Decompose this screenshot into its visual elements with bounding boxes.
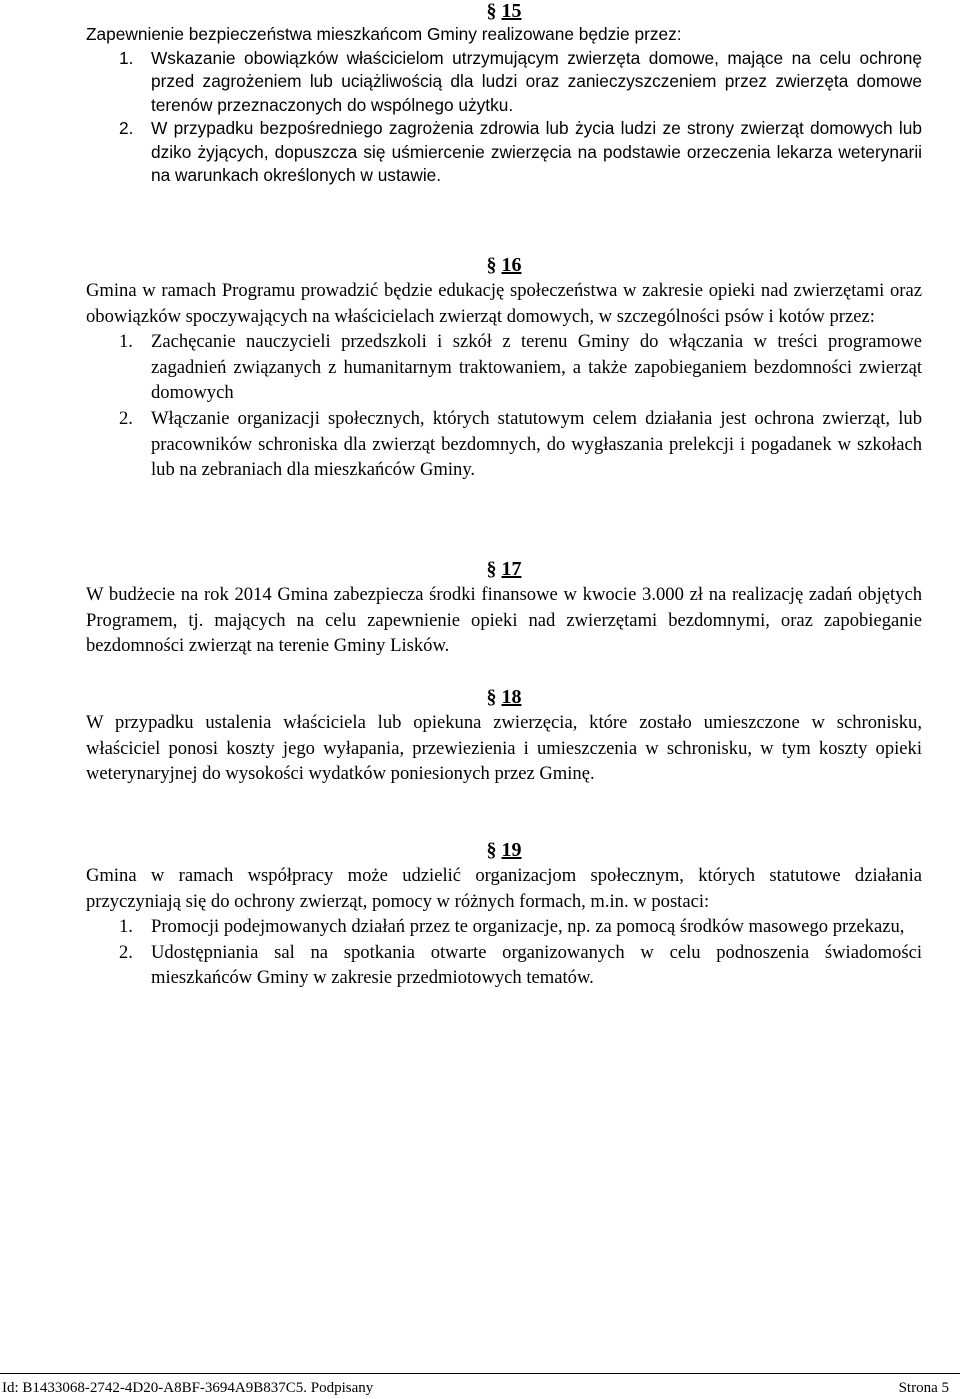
- section-symbol: §: [486, 0, 497, 22]
- page-footer: [0, 1373, 960, 1397]
- section-16-intro: Gmina w ramach Programu prowadzić będzie edukację społeczeństwa w zakresie opieki nad zwierzętami oraz obowiązków spoczywających na właścicielach zwierząt domowych, w szczególności psów i kotów przez:: [86, 280, 922, 327]
- section-15-list: [86, 47, 922, 188]
- list-item: [86, 117, 922, 188]
- list-item-number: 1.: [119, 331, 133, 353]
- section-17-text: W budżecie na rok 2014 Gmina zabezpiecza środki finansowe w kwocie 3.000 zł na realizację zadań objętych Programem, tj. mających na celu zapewnienie opieki nad zwierzętami bezdomnymi, oraz zapobieganie bezdomności zwierząt na terenie Gminy Lisków.: [86, 584, 922, 657]
- section-18: [86, 684, 922, 787]
- section-19-intro: Gmina w ramach współpracy może udzielić organizacjom społecznym, których statutowe działania przyczyniają się do ochrony zwierząt, pomocy w różnych formach, m.in. w postaci:: [86, 865, 922, 912]
- section-18-heading: [86, 684, 922, 710]
- list-item-text: W przypadku bezpośredniego zagrożenia zdrowia lub życia ludzi ze strony zwierząt domowych lub dziko żyjących, dopuszcza się uśmiercenie zwierzęcia na podstawie orzeczenia lekarza weterynarii na warunkach określonych w ustawie.: [151, 118, 922, 185]
- section-number: 19: [501, 839, 522, 861]
- section-symbol: §: [486, 558, 497, 580]
- section-17: [86, 556, 922, 659]
- section-16-heading: [86, 252, 922, 278]
- section-number: 17: [501, 558, 522, 580]
- section-symbol: §: [486, 686, 497, 708]
- list-item-number: 1.: [119, 916, 133, 938]
- section-19-list: [86, 914, 922, 991]
- list-item: [86, 914, 922, 940]
- list-item-number: 2.: [119, 118, 134, 138]
- list-item-text: Zachęcanie nauczycieli przedszkoli i szkół z terenu Gminy do włączania w treści programowe zagadnień związanych z humanitarnym traktowaniem, a także zapobieganiem bezdomności zwierząt domowych: [151, 331, 922, 404]
- list-item-number: 1.: [119, 47, 134, 68]
- list-item: [86, 406, 922, 483]
- section-number: 16: [501, 254, 522, 276]
- list-item-text: Wskazanie obowiązków właścicielom utrzymującym zwierzęta domowe, mające na celu ochronę przed zagrożeniem lub uciążliwością dla ludzi oraz zanieczyszczeniem przez zwierzęta domowe terenów przeznaczonych do wspólnego użytku.: [151, 47, 922, 115]
- list-item: [86, 940, 922, 991]
- section-symbol: §: [486, 839, 497, 861]
- page-number: Strona 5: [898, 1380, 949, 1396]
- document-id: Id: B1433068-2742-4D20-A8BF-3694A9B837C5. Podpisany: [2, 1380, 374, 1396]
- section-19-heading: [86, 837, 922, 863]
- section-18-text: W przypadku ustalenia właściciela lub opiekuna zwierzęcia, które zostało umieszczone w schronisku, właściciel ponosi koszty jego wyłapania, przewiezienia i umieszczenia w schronisku, w tym koszty opieki weterynaryjnej do wysokości wydatków poniesionych przez Gminę.: [86, 712, 922, 785]
- section-16: [86, 252, 922, 483]
- list-item-number: 2.: [119, 407, 133, 429]
- section-number: 15: [501, 0, 522, 22]
- section-19: [86, 837, 922, 991]
- section-15-heading: [86, 0, 922, 23]
- list-item-text: Promocji podejmowanych działań przez te organizacje, np. za pomocą środków masowego przekazu,: [151, 916, 905, 938]
- list-item-text: Włączanie organizacji społecznych, których statutowym celem działania jest ochrona zwierząt, lub pracowników schroniska dla zwierząt bezdomnych, do wygłaszania prelekcji i pogadanek w szkołach lub na zebraniach dla mieszkańców Gminy.: [151, 407, 922, 481]
- list-item: [86, 329, 922, 406]
- section-15-intro: Zapewnienie bezpieczeństwa mieszkańcom Gminy realizowane będzie przez:: [86, 24, 682, 44]
- section-16-list: [86, 329, 922, 483]
- section-number: 18: [501, 686, 522, 708]
- list-item-number: 2.: [119, 941, 133, 963]
- list-item: [86, 47, 922, 118]
- section-15: [86, 0, 922, 188]
- list-item-text: Udostępniania sal na spotkania otwarte organizowanych w celu podnoszenia świadomości mieszkańców Gminy w zakresie przedmiotowych tematów.: [151, 941, 922, 989]
- section-17-heading: [86, 556, 922, 582]
- section-symbol: §: [486, 254, 497, 276]
